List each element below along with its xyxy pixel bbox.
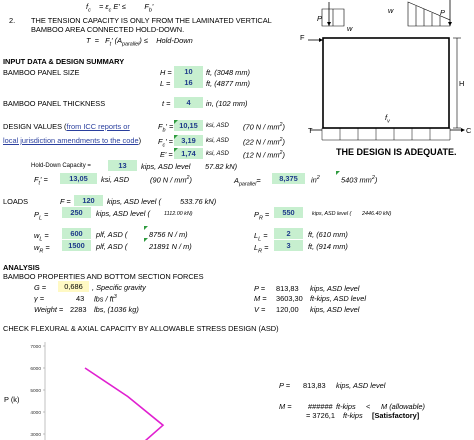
H-label: H = [160,68,172,77]
G-label: G = [34,283,47,292]
wR-input[interactable]: 1500 [62,240,91,251]
V-value: 120,00 [276,305,299,314]
Fb-input[interactable]: 10,15 [174,120,203,131]
comment-marker-icon [174,148,178,152]
chart-tick-label: 6000 [30,367,41,372]
comment-marker-icon [144,226,148,230]
analysis-heading: ANALYSIS [3,263,40,272]
PR-metric: 2446.40 kN) [362,211,392,217]
Ft-input[interactable]: 13,05 [60,173,97,184]
PL-input[interactable]: 250 [62,207,91,218]
wR-unit: plf, ASD ( [96,242,128,251]
panel-size-label: BAMBOO PANEL SIZE [3,68,80,77]
formula-compression: $f_c$ = $\varepsilon_c$ E' ≤ $F_b'$ [86,2,154,14]
hold-down-input[interactable]: 13 [108,160,137,171]
L-input[interactable]: 16 [174,77,203,88]
jurisdiction-link[interactable]: local jurisdiction amendments to the code [3,136,139,145]
diagram-F-label: F [300,33,305,42]
diagram-C-label: C [466,126,472,135]
wL-label: $w_L$ = [34,231,49,243]
PR-input[interactable]: 550 [274,207,303,218]
wL-input[interactable]: 600 [62,228,91,239]
chart-y-label: P (k) [4,395,20,404]
PL-unit: kips, ASD level ( [96,209,150,218]
H-input[interactable]: 10 [174,66,203,77]
check-P-value: 813,83 [303,381,326,390]
Ft-label: $F_t'$ = [34,175,48,187]
diagram-T-label: T [308,126,313,135]
V-unit: kips, ASD level [310,305,360,314]
LL-input[interactable]: 2 [274,228,303,239]
weight-value: 2283 [70,305,87,314]
A-parallel-label: $A_{parallel}=$ [234,176,261,188]
V-label: V = [254,305,266,314]
F-input[interactable]: 120 [74,195,103,206]
thickness-label: BAMBOO PANEL THICKNESS [3,99,106,108]
Fb-label: $F_b'$ = [158,122,174,134]
P-value: 813,83 [276,284,299,293]
weight-unit: lbs, (1036 kg) [94,305,139,314]
Fc-metric: (22 N / $mm^2$) [243,137,286,147]
axial-load-chart [0,336,200,440]
t-unit: in, (102 mm) [206,99,248,108]
chart-series-line [85,368,163,440]
analysis-subheading: BAMBOO PROPERTIES AND BOTTOM SECTION FORCES [3,272,204,281]
PL-metric: 1112.00 kN) [164,211,193,217]
F-unit: kips, ASD level ( [107,197,161,206]
design-values-label: DESIGN VALUES (from ICC reports or [3,122,130,131]
t-label: t = [162,99,171,108]
chart-tick-label: 7000 [30,345,41,350]
check-M-label: M = [279,402,292,411]
gamma-label: γ = [34,294,45,303]
wR-metric: 21891 N / m) [149,242,192,251]
Ft-metric: (90 N / $mm^2$) [150,175,193,185]
input-heading: INPUT DATA & DESIGN SUMMARY [3,57,125,66]
gamma-value: 43 [76,294,85,303]
hold-down-label: Hold-Down Capacity = [31,163,91,169]
wL-unit: plf, ASD ( [96,230,128,239]
chart-tick-label: 3000 [30,433,41,438]
LR-label: $L_R$ = [254,243,269,255]
wL-metric: 8756 N / m) [149,230,188,239]
diagram-PR-label: P [440,8,445,17]
H-unit: ft, (3048 mm) [206,68,250,77]
diagram-fv-label: $f_v$ [385,113,390,125]
P-label: P = [254,284,266,293]
comment-marker-icon [336,171,340,175]
M-value: 3603,30 [276,294,303,303]
check-heading: CHECK FLEXURAL & AXIAL CAPACITY BY ALLOWABLE STRESS DESIGN (ASD) [3,324,279,333]
fv-stress-shape [322,128,450,140]
check-P-unit: kips, ASD level [336,381,386,390]
diagram-PL-label: P [317,14,322,23]
G-unit: , Specific gravity [92,283,146,292]
item-number: 2. [9,16,16,25]
diagram-wL-label: w [347,24,353,33]
diagram-H-label: H [459,79,465,88]
formula-tension: T = $F_t'$ $(A_{parallel})$ ≤ Hold-Down [86,36,193,48]
E-input[interactable]: 1,74 [174,148,203,159]
comment-marker-icon [144,238,148,242]
PR-label: $P_R$ = [254,210,270,222]
check-M-unit: ft-kips [336,402,356,411]
F-metric: 533.76 kN) [180,197,217,206]
design-values-label-2: local jurisdiction amendments to the code) [3,136,142,145]
G-value: 0,686 [58,281,89,292]
P-unit: kips, ASD level [310,284,360,293]
check-M-allowable: M (allowable) [381,402,425,411]
PL-label: $P_L$ = [34,210,49,222]
L-unit: ft, (4877 mm) [206,79,250,88]
F-label: F = [60,197,71,206]
Fb-unit: ksi, ASD [206,123,229,129]
diagram-wR-label: w [388,6,394,15]
weight-label: Weight = [34,305,64,314]
check-M2-unit: ft-kips [343,411,363,420]
design-conclusion: THE DESIGN IS ADEQUATE. [336,147,457,157]
check-P-label: P = [279,381,291,390]
comment-marker-icon [174,135,178,139]
M-unit: ft-kips, ASD level [310,294,366,303]
hold-down-unit: kips, ASD level [141,162,191,171]
M-label: M = [254,294,267,303]
E-unit: ksi, ASD [206,151,229,157]
t-input[interactable]: 4 [174,97,203,108]
check-status: [Satisfactory] [372,411,420,420]
PR-unit: kips, ASD level ( [312,211,352,217]
chart-tick-label: 4000 [30,411,41,416]
check-lt: < [366,402,371,411]
hold-down-metric: 57.82 kN) [205,162,238,171]
LR-input[interactable]: 3 [274,240,303,251]
Fc-input[interactable]: 3,19 [174,135,203,146]
loads-heading: LOADS [3,197,29,206]
A-parallel-unit: $in^2$ [311,175,320,185]
check-M-value: ###### [308,402,333,411]
wR-label: $w_R$ = [34,243,50,255]
note-line-1: THE TENSION CAPACITY IS ONLY FROM THE LAMINATED VERTICAL [31,16,272,25]
A-parallel-value: 8,375 [272,173,305,184]
A-parallel-metric: 5403 $mm^2$) [341,175,378,185]
LL-label: $L_L$ = [254,231,268,243]
icc-link[interactable]: from ICC reports or [66,122,130,131]
E-label: E' = [160,150,173,159]
chart-tick-label: 5000 [30,389,41,394]
L-label: L = [160,79,171,88]
gamma-unit: lbs / $ft^3$ [94,294,117,304]
comment-marker-icon [174,120,178,124]
Fb-metric: (70 N / $mm^2$) [243,122,286,132]
Fc-label: $F_c'$ = [158,137,173,149]
LR-unit: ft, (914 mm) [308,242,348,251]
LL-unit: ft, (610 mm) [308,230,348,239]
check-M2-value: = 3726,1 [306,411,335,420]
E-metric: (12 N / $mm^2$) [243,150,286,160]
Fc-unit: ksi, ASD [206,138,229,144]
note-line-2: BAMBOO AREA CONNECTED HOLD-DOWN. [31,25,185,34]
Ft-unit: ksi, ASD [101,175,130,184]
